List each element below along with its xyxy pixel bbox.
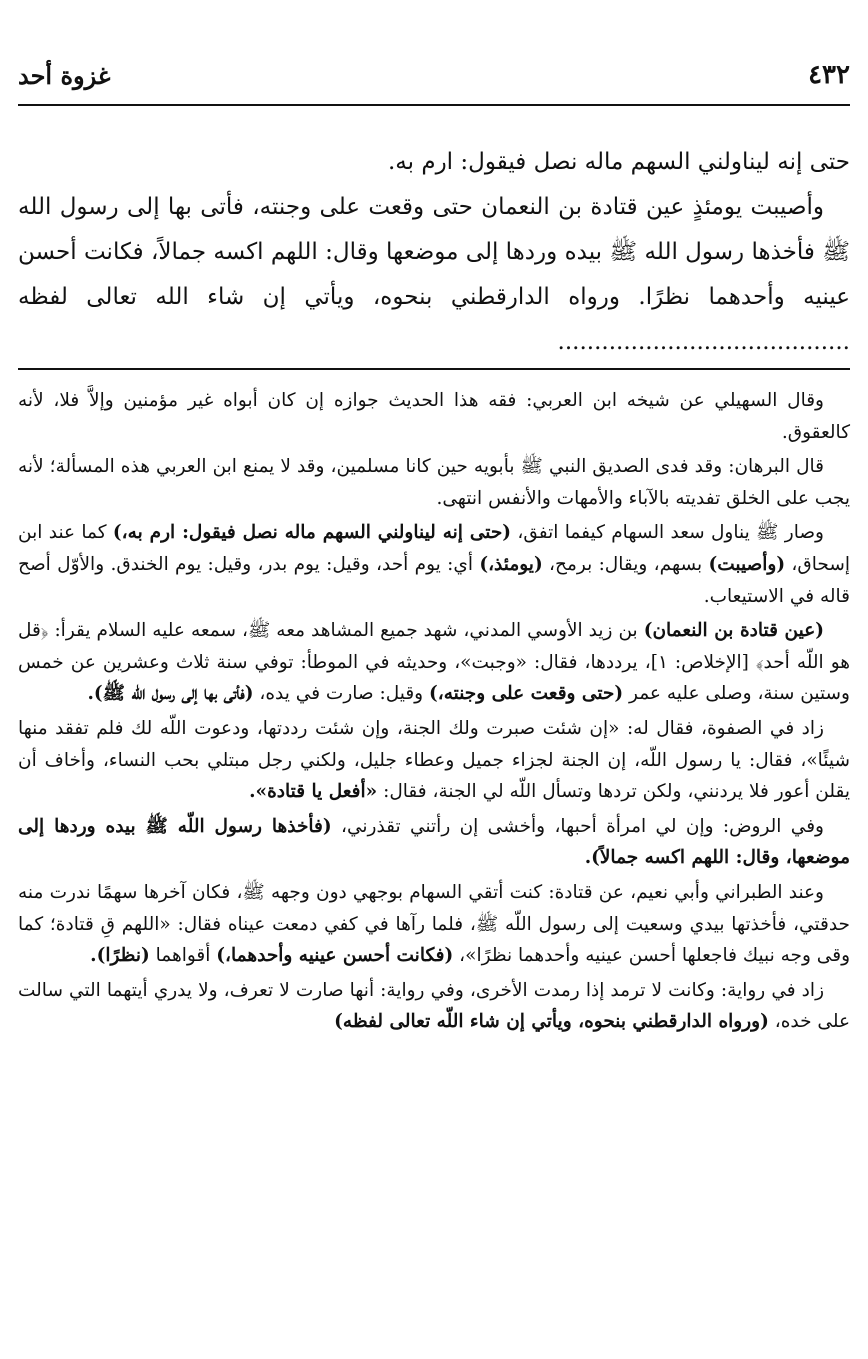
commentary-text: وفي الروض: وإن لي امرأة أحبها، وأخشى إن رأتني تقذرني، [331, 815, 824, 837]
commentary-text: وعند الطبراني وأبي نعيم، عن قتادة: كنت أتقي السهام بوجهي دون وجهه ﷺ، فكان آخرها سهمًا ندرت منه حدقتي، فأخذتها بيدي وسعيت إلى رسول اللّه ﷺ، فلما رآها في كفي دمعت عيناه فقال: «اللهم قِ قتادة؛ كما وقى وجه نبيك فاجعلها أحسن عينيه وأحدهما نظرًا»، [18, 881, 850, 967]
dotted-leader: ........................................ [557, 329, 850, 355]
commentary-paragraph [18, 517, 850, 612]
quoted-matn: (فكانت أحسن عينيه وأحدهما،) [216, 945, 454, 967]
commentary-text: وقيل: صارت في يده، [253, 683, 429, 705]
commentary-text: بسهم، ويقال: برمح، [542, 553, 709, 575]
commentary [18, 385, 850, 1041]
quoted-matn: (عين قتادة بن النعمان) [643, 620, 824, 642]
commentary-paragraph: قال البرهان: وقد فدى الصديق النبي ﷺ بأبويه حين كانا مسلمين، وقد لا يمنع ابن العربي هذه المسألة؛ لأنه يجب على الخلق تفديته بالآباء والأمهات والأنفس انتهى. [18, 456, 850, 509]
main-text-paragraph [18, 185, 850, 365]
quoted-matn: (يومئذ،) [479, 553, 543, 575]
section-rule [18, 368, 850, 370]
chapter-title: غزوة أحد [18, 60, 111, 90]
running-head [18, 55, 850, 95]
main-text-body: وأصيبت يومئذٍ عين قتادة بن النعمان حتى وقعت على وجنته، فأتى بها إلى رسول الله ﷺ فأخذها رسول الله ﷺ بيده وردها إلى موضعها وقال: اللهم اكسه جمالاً، فكانت أحسن عينيه وأحدهما نظرًا. ورواه الدارقطني بنحوه، ويأتي إن شاء الله تعالى لفظه [18, 194, 850, 310]
commentary-text: كما عند ابن إسحاق، [18, 522, 850, 575]
quoted-matn: (فأخذها رسول اللّه ﷺ بيده وردها إلى موضعها، وقال: اللهم اكسه جمالاً). [18, 815, 850, 869]
commentary-paragraph [18, 811, 850, 874]
commentary-text: أقواهما [149, 945, 217, 967]
quoted-matn: (حتى إنه ليناولني السهم ماله نصل فيقول: ارم به،) [112, 522, 512, 544]
quoted-matn: (حتى وقعت على وجنته،) [428, 683, 624, 705]
commentary-paragraph: وقال السهيلي عن شيخه ابن العربي: فقه هذا الحديث جوازه إن كان أبواه غير مؤمنين وإلاَّ فلا، لأنه كالعقوق. [18, 390, 850, 443]
commentary-text: زاد في رواية: وكانت لا ترمد إذا رمدت الأخرى، وفي رواية: أنها صارت لا تعرف، ولا يدري أيتهما التي سالت على خده، [18, 979, 850, 1033]
commentary-paragraph [18, 713, 850, 808]
commentary-paragraph [18, 615, 850, 710]
commentary-text: بن زيد الأوسي المدني، شهد جميع المشاهد معه ﷺ، سمعه عليه السلام يقرأ: ﴿قل هو اللّه أحد﴾ [الإخلاص: ١]، يرددها، فقال: «وجبت»، وحديثه في الموطأ: توفي سنة ثلاث وعشرين عن خمس وستين سنة، وصلى عليه عمر [18, 620, 851, 705]
page-number: ٤٣٢ [808, 60, 850, 90]
commentary-paragraph [18, 975, 850, 1038]
commentary-text: وصار ﷺ يناول سعد السهام كيفما اتفق، [511, 522, 824, 544]
commentary-text: أي: يوم أحد، وقيل: يوم بدر، وقيل: يوم الخندق. والأوّل أصح قاله في الاستيعاب. [18, 553, 850, 607]
main-text-line: حتى إنه ليناولني السهم ماله نصل فيقول: ارم به. [387, 149, 850, 175]
quoted-matn: «أفعل يا قتادة». [249, 781, 378, 803]
main-text [18, 140, 850, 365]
header-rule [18, 104, 850, 106]
commentary-text: زاد في الصفوة، فقال له: «إن شئت صبرت ولك الجنة، وإن شئت رددتها، ودعوت اللّه لك فلم تفقد منها شيئًا»، فقال: يا رسول اللّه، إن الجنة لجزاء جميل وعطاء جليل، ولكني رجل مبتلي بحب النساء، وأخاف أن يقلن أعور فلا يردنني، ولكن تردها وتسأل اللّه لي الجنة، فقال: [18, 717, 850, 803]
quoted-matn: (فأتى بها إلى رسول اللّه ﷺ). [87, 683, 254, 705]
commentary-paragraph [18, 877, 850, 972]
quoted-matn: (نظرًا). [90, 945, 150, 967]
quoted-matn: (ورواه الدارقطني بنحوه، ويأتي إن شاء اللّه تعالى لفظه) [334, 1011, 769, 1033]
quoted-matn: (وأصيبت) [708, 553, 786, 575]
